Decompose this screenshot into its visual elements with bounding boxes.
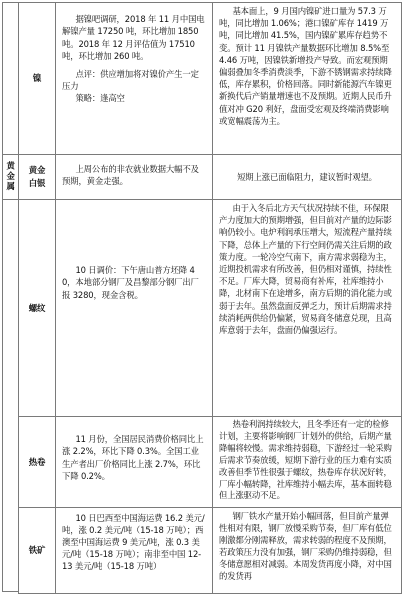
news-cell bbox=[55, 507, 213, 594]
category-cell bbox=[18, 416, 56, 508]
analysis-cell bbox=[212, 199, 402, 417]
news-comment: 点评：供应增加将对镍价产生一定压力 bbox=[62, 68, 199, 92]
news-paragraph: 上周公布的非农就业数据大幅不及预期，黄金走强。 bbox=[62, 164, 199, 187]
left-spacer-top bbox=[2, 2, 19, 155]
category-label: 黄金白银 bbox=[28, 165, 46, 188]
news-paragraph: 10 日调价：下午唐山普方坯降 40，本地部分钢厂及昌黎部分钢厂出厂报 3280，现金含税。 bbox=[62, 265, 199, 300]
group-label-cell bbox=[2, 154, 19, 200]
category-cell bbox=[18, 199, 56, 417]
category-label: 热卷 bbox=[28, 456, 46, 467]
group-label: 黄金属 bbox=[5, 161, 16, 193]
analysis-cell bbox=[212, 416, 402, 508]
news-cell bbox=[55, 199, 213, 417]
category-label: 螺纹 bbox=[28, 302, 46, 313]
category-label: 铁矿 bbox=[28, 545, 46, 556]
analysis-text: 热卷利润持续较大，且冬季还有一定的检修计划，主要将影响钢厂计划外的供给，后期产量降幅将较慢。需求维持弱稳，下游经过一轮采购后需求节奏放缓，短期下游行业的压力难有实质改善但季节性很强于螺纹，热卷库存状况好转，厂库小幅转降，社库维持小幅去库，基本面转稳但上涨驱动不足。 bbox=[219, 419, 392, 501]
analysis-cell bbox=[212, 507, 402, 594]
news-cell bbox=[55, 2, 213, 155]
category-cell bbox=[18, 154, 56, 200]
news-paragraph: 10 日巴西至中国海运费 16.2 美元/吨，涨 0.2 美元/吨（15-18 万吨）；西澳至中国海运费 9 美元/吨，涨 0.3 美元/吨（15-18 万吨）；南非至中国 12-13 美元/吨（15-18 万吨） bbox=[62, 513, 205, 571]
news-strategy: 策略：逢高空 bbox=[75, 93, 125, 104]
category-cell bbox=[18, 507, 56, 594]
news-paragraph: 11 月份，全国居民消费价格同比上涨 2.2%，环比下降 0.3%。全国工业生产者出厂价格同比上涨 2.7%，环比下降 0.2%。 bbox=[62, 434, 204, 482]
analysis-cell bbox=[212, 154, 402, 200]
analysis-cell bbox=[212, 2, 402, 155]
left-spacer-bottom bbox=[2, 199, 19, 592]
news-paragraph: 据镍吧调研，2018 年 11 月中国电解镍产量 17250 吨，环比增加 1850 吨。2018 年 12 月评估值为 17510 吨，环比增加 260 吨。 bbox=[62, 14, 205, 62]
news-cell bbox=[55, 154, 213, 200]
analysis-text: 基本面上，9 月国内镍矿进口量为 57.3 万吨，同比增加 1.06%；港口镍矿库存 1419 万吨，同比增加 41.5%，国内镍矿累库存趋势不变。预计 11 月镍铁产量数据环比增加 8.5%至 4.46 万吨，因镍铁新增投产导致。而宏观预期偏弱叠加冬季消费淡季，下游不锈钢需求持续降低，库存累积，价格回落。同时新能源汽车镍更新换代后产销量增速也不及预期。近期人民币升值对冲 G20 利好，盘面受宏观及终端消费影响或宽幅震荡为主。 bbox=[219, 6, 392, 126]
analysis-text: 由于入冬后北方天气状况持续不佳，环保限产力度加大的预期增强，但目前对产量的边际影响仍较小。电炉利润承压增大，短流程产量持续下降，总体上产量的下行空间仍需关注后期的政策力度。一轮冷空气南下，南方需求弱稳为主，近期投机需求有所改善，但仍相对谨慎，持续性不足。厂库大降，贸易商有补库，社库维持小降，北材南下在途增多，南方后期的消化能力或弱于去年。虽然盘面反弹乏力，预计后期需求持续消耗两供给仍偏紧，贸易商冬储意兑现，且高库意弱于去年，盘面仍偏强运行。 bbox=[219, 203, 392, 336]
news-cell bbox=[55, 416, 213, 508]
category-cell bbox=[18, 2, 56, 155]
category-label: 镍 bbox=[32, 73, 42, 84]
analysis-text: 短期上涨已面临阻力，建议暂时观望。 bbox=[237, 171, 377, 182]
analysis-text: 钢厂铁水产量开始小幅回落，但目前产量弹性相对有限，钢厂放慢采购节奏，但厂库有低位刚激都分刚需释放，需求转弱的程度不及预期，若政策压力没有加强，钢厂采购仍维持弱稳，但冬储意愿相对减弱。本周发货再度小降，对中国的发货再 bbox=[219, 511, 392, 581]
